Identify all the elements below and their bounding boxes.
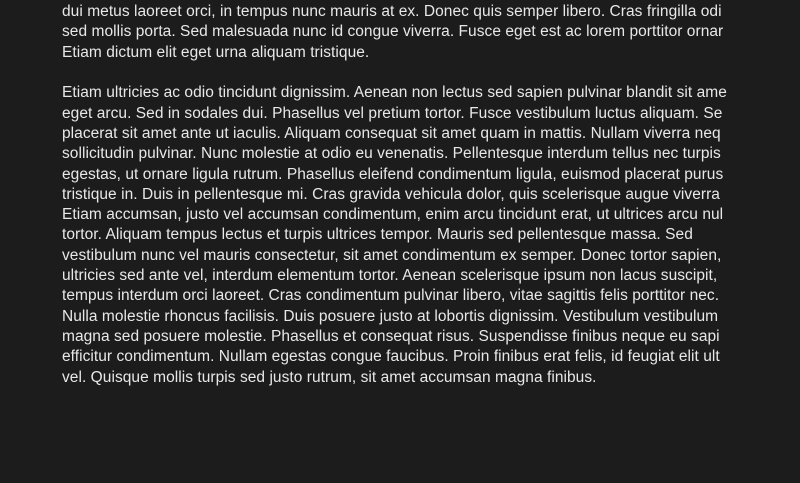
paragraph-2 (62, 83, 800, 387)
text-line: tempus interdum orci laoreet. Cras condimentum pulvinar libero, vitae sagittis felis porttitor nec. (62, 287, 720, 305)
text-line: egestas, ut ornare ligula rutrum. Phasellus eleifend condimentum ligula, euismod placerat purus (62, 165, 724, 183)
text-line: ultricies sed ante vel, interdum elementum tortor. Aenean scelerisque ipsum non lacus suscipit, (62, 267, 718, 285)
document-body (62, 2, 800, 408)
text-line: Etiam ultricies ac odio tincidunt dignissim. Aenean non lectus sed sapien pulvinar blandit sit ame (62, 84, 727, 102)
text-line: vel. Quisque mollis turpis sed justo rutrum, sit amet accumsan magna finibus. (62, 368, 597, 386)
text-line: sed mollis porta. Sed malesuada nunc id congue viverra. Fusce eget est ac lorem porttitor ornar (62, 23, 724, 41)
text-line: efficitur condimentum. Nullam egestas congue faucibus. Proin finibus erat felis, id feugiat elit ult (62, 348, 720, 366)
text-line: Nulla molestie rhoncus facilisis. Duis posuere justo at lobortis dignissim. Vestibulum vestibulum (62, 307, 719, 325)
text-line: dui metus laoreet orci, in tempus nunc mauris at ex. Donec quis semper libero. Cras fringilla odi (62, 3, 722, 20)
text-line: vestibulum nunc vel mauris consectetur, sit amet condimentum ex semper. Donec tortor sapien, (62, 246, 722, 264)
text-line: placerat sit amet ante ut iaculis. Aliquam consequat sit amet quam in mattis. Nullam viverra neq (62, 124, 721, 142)
text-line: magna sed posuere molestie. Phasellus et consequat risus. Suspendisse finibus neque eu sapi (62, 327, 720, 345)
text-line: eget arcu. Sed in sodales dui. Phasellus vel pretium tortor. Fusce vestibulum luctus aliquam. Se (62, 104, 723, 122)
paragraph-1 (62, 2, 800, 63)
text-line: tortor. Aliquam tempus lectus et turpis ultrices tempor. Mauris sed pellentesque massa. Sed (62, 226, 693, 244)
text-line: sollicitudin pulvinar. Nunc molestie at odio eu venenatis. Pellentesque interdum tellus nec turpis (62, 145, 721, 163)
text-line: Etiam dictum elit eget urna aliquam tristique. (62, 43, 370, 61)
text-line: Etiam accumsan, justo vel accumsan condimentum, enim arcu tincidunt erat, ut ultrices arcu nul (62, 206, 724, 224)
text-line: tristique in. Duis in pellentesque mi. Cras gravida vehicula dolor, quis scelerisque augue viverra (62, 185, 720, 203)
